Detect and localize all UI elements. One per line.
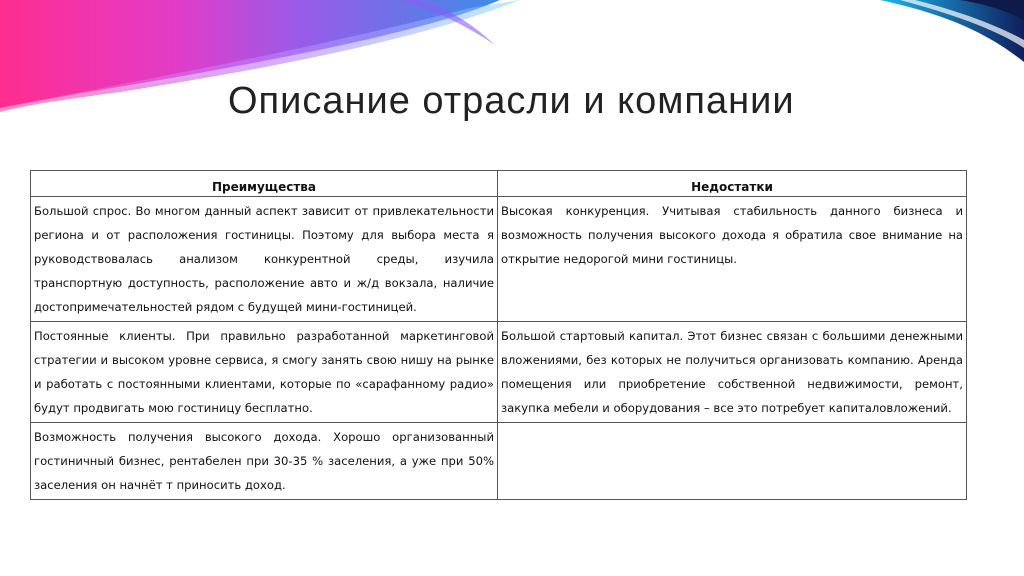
advantage-cell: Возможность получения высокого дохода. Хорошо организованный гостиничный бизнес, рентабелен при 30-35 % заселения, а уже при 50% заселения он начнёт т приносить доход.: [31, 423, 498, 500]
slide-title: Описание отрасли и компании: [228, 80, 795, 122]
table-row: [31, 322, 967, 423]
advantages-disadvantages-table: [30, 170, 967, 500]
disadvantage-cell: [498, 423, 967, 500]
advantage-cell: Постоянные клиенты. При правильно разработанной маркетинговой стратегии и высоком уровне сервиса, я смогу занять свою нишу на рынке и работать с постоянными клиентами, которые по «сарафанному радио» будут продвигать мою гостиницу бесплатно.: [31, 322, 498, 423]
disadvantage-cell: Высокая конкуренция. Учитывая стабильность данного бизнеса и возможность получения высокого дохода я обратила свое внимание на открытие недорогой мини гостиницы.: [498, 197, 967, 322]
table-row: [31, 423, 967, 500]
advantage-cell: Большой спрос. Во многом данный аспект зависит от привлекательности региона и от расположения гостиницы. Поэтому для выбора места я руководствовалась анализом конкурентной среды, изучила транспортную доступность, расположение авто и ж/д вокзала, наличие достопримечательностей рядом с будущей мини-гостиницей.: [31, 197, 498, 322]
disadvantage-cell: Большой стартовый капитал. Этот бизнес связан с большими денежными вложениями, без которых не получиться организовать компанию. Аренда помещения или приобретение собственной недвижимости, ремонт, закупка мебели и оборудования – все это потребует капиталовложений.: [498, 322, 967, 423]
header-advantages: Преимущества: [31, 171, 498, 197]
table-header-row: [31, 171, 967, 197]
header-disadvantages: Недостатки: [498, 171, 967, 197]
table-row: [31, 197, 967, 322]
